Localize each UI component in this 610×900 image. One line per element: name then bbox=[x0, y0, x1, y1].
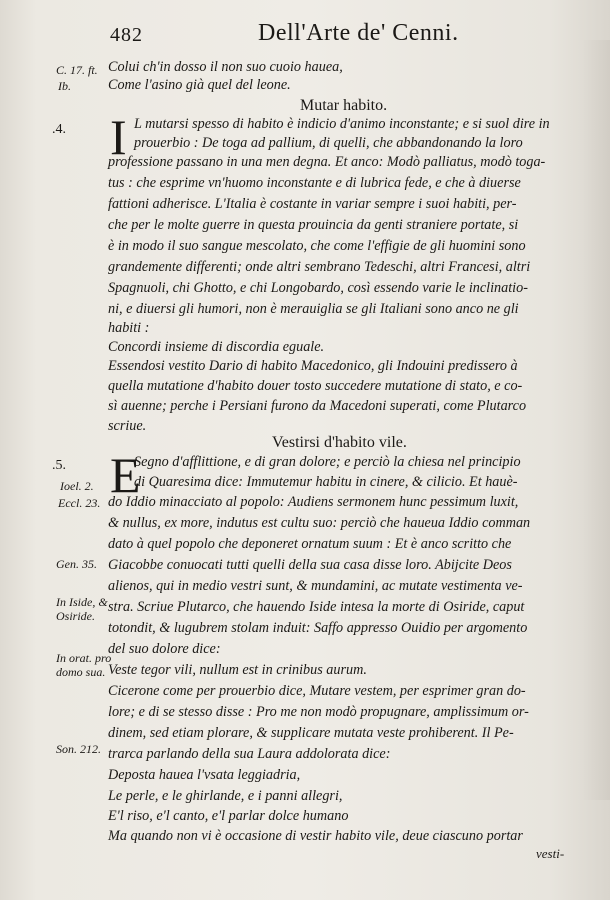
text-line: tus : che esprime vn'huomo inconstante e di lubrica fede, e che à diuerse bbox=[108, 175, 521, 191]
text-line: Essendosi vestito Dario di habito Macedonico, gli Indouini predissero à bbox=[108, 358, 518, 374]
text-line: è in modo il suo sangue mescolato, che come l'effigie de gli huomini sono bbox=[108, 238, 526, 254]
text-line: ni, e diuersi gli humori, non è merauiglia se gli Italiani sono anco ne gli bbox=[108, 301, 519, 317]
verse-line: Come l'asino già quel del leone. bbox=[108, 77, 291, 93]
text-line: totondit, & lugubrem stolam induit: Saffo appresso Ouidio per argomento bbox=[108, 620, 528, 636]
margin-note: Eccl. 23. bbox=[58, 496, 101, 510]
section-number: .5. bbox=[52, 458, 66, 473]
text-line: do Iddio minacciato al popolo: Audiens sermonem hunc pessimum luxit, bbox=[108, 494, 519, 510]
verse-line: Le perle, e le ghirlande, e i panni allegri, bbox=[108, 788, 343, 804]
text-line: dato à quel popolo che deponeret ornatum suum : Et è anco scritto che bbox=[108, 536, 512, 552]
margin-note: domo sua. bbox=[56, 665, 106, 679]
text-line: Segno d'afflittione, e di gran dolore; e perciò la chiesa nel principio bbox=[134, 454, 521, 470]
catchword: vesti- bbox=[536, 846, 565, 861]
text-line: lore; e di se stesso disse : Pro me non modò propugnare, amplissimum or- bbox=[108, 704, 529, 720]
text-line: di Quaresima dice: Immutemur habitu in cinere, & cilicio. Et hauè- bbox=[134, 474, 518, 490]
text-line: Spagnuoli, chi Ghotto, e chi Longobardo, così essendo varie le inclinatio- bbox=[108, 280, 528, 296]
text-line: dinem, sed etiam plorare, & supplicare mutata veste prohiberent. Il Pe- bbox=[108, 725, 514, 741]
text-line: del suo dolore dice: bbox=[108, 641, 221, 657]
text-line: alienos, qui in medio vestri sunt, & mundamini, ac mutate vestimenta ve- bbox=[108, 578, 523, 594]
margin-note: In Iside, & bbox=[56, 595, 108, 609]
section-heading: Vestirsi d'habito vile. bbox=[272, 434, 407, 451]
verse-line: Colui ch'in dosso il non suo cuoio hauea, bbox=[108, 59, 343, 75]
text-line: fattioni adherisce. L'Italia è costante in variar sempre i suoi habiti, per- bbox=[108, 196, 517, 212]
margin-note: Son. 212. bbox=[56, 742, 101, 756]
margin-note: In orat. pro bbox=[56, 651, 112, 665]
text-line: professione passano in una men degna. Et anco: Modò palliatus, modò toga- bbox=[108, 154, 546, 170]
text-line: Giacobbe conuocati tutti quelli della sua casa disse loro. Abijcite Deos bbox=[108, 557, 512, 573]
text-line: prouerbio : De toga ad pallium, di quelli, che abbandonando la loro bbox=[134, 135, 523, 151]
text-line: Cicerone come per prouerbio dice, Mutare vestem, per esprimer gran do- bbox=[108, 683, 526, 699]
text-line: sì auenne; perche i Persiani furono da Macedoni superati, come Plutarco bbox=[108, 398, 527, 414]
running-head: Dell'Arte de' Cenni. bbox=[258, 20, 459, 46]
text-line: Ma quando non vi è occasione di vestir habito vile, deue ciascuno portar bbox=[108, 828, 523, 844]
text-line: stra. Scriue Plutarco, che hauendo Iside intesa la morte di Osiride, caput bbox=[108, 599, 525, 615]
margin-note: Ib. bbox=[58, 79, 71, 93]
text-line: scriue. bbox=[108, 418, 147, 434]
page-edge-shadow bbox=[582, 40, 610, 800]
text-line: grandemente differenti; onde altri sembrano Tedeschi, altri Francesi, altri bbox=[108, 259, 531, 275]
drop-cap: I bbox=[110, 109, 127, 165]
text-line: che per le molte guerre in questa prouincia da genti straniere portate, si bbox=[108, 217, 519, 233]
margin-note: C. 17. ft. bbox=[56, 63, 98, 77]
text-line: trarca parlando della sua Laura addolorata dice: bbox=[108, 746, 391, 762]
margin-note: Osiride. bbox=[56, 609, 95, 623]
section-heading: Mutar habito. bbox=[300, 97, 388, 114]
text-line: quella mutatione d'habito douer tosto succedere mutatione di stato, e co- bbox=[108, 378, 523, 394]
margin-note: Gen. 35. bbox=[56, 557, 97, 571]
verse-line: Concordi insieme di discordia eguale. bbox=[108, 339, 325, 355]
verse-line: E'l riso, e'l canto, e'l parlar dolce humano bbox=[108, 808, 349, 824]
margin-note: Ioel. 2. bbox=[60, 479, 94, 493]
page-number: 482 bbox=[110, 24, 143, 46]
drop-cap: E bbox=[110, 447, 141, 503]
text-line: habiti : bbox=[108, 320, 150, 336]
verse-line: Deposta hauea l'vsata leggiadria, bbox=[108, 767, 301, 783]
section-number: .4. bbox=[52, 122, 66, 137]
verse-line: Veste tegor vili, nullum est in crinibus aurum. bbox=[108, 662, 367, 678]
text-line: & nullus, ex more, indutus est cultu suo: perciò che haueua Iddio comman bbox=[108, 515, 531, 531]
text-line: L mutarsi spesso di habito è indicio d'animo inconstante; e si suol dire in bbox=[134, 116, 550, 132]
